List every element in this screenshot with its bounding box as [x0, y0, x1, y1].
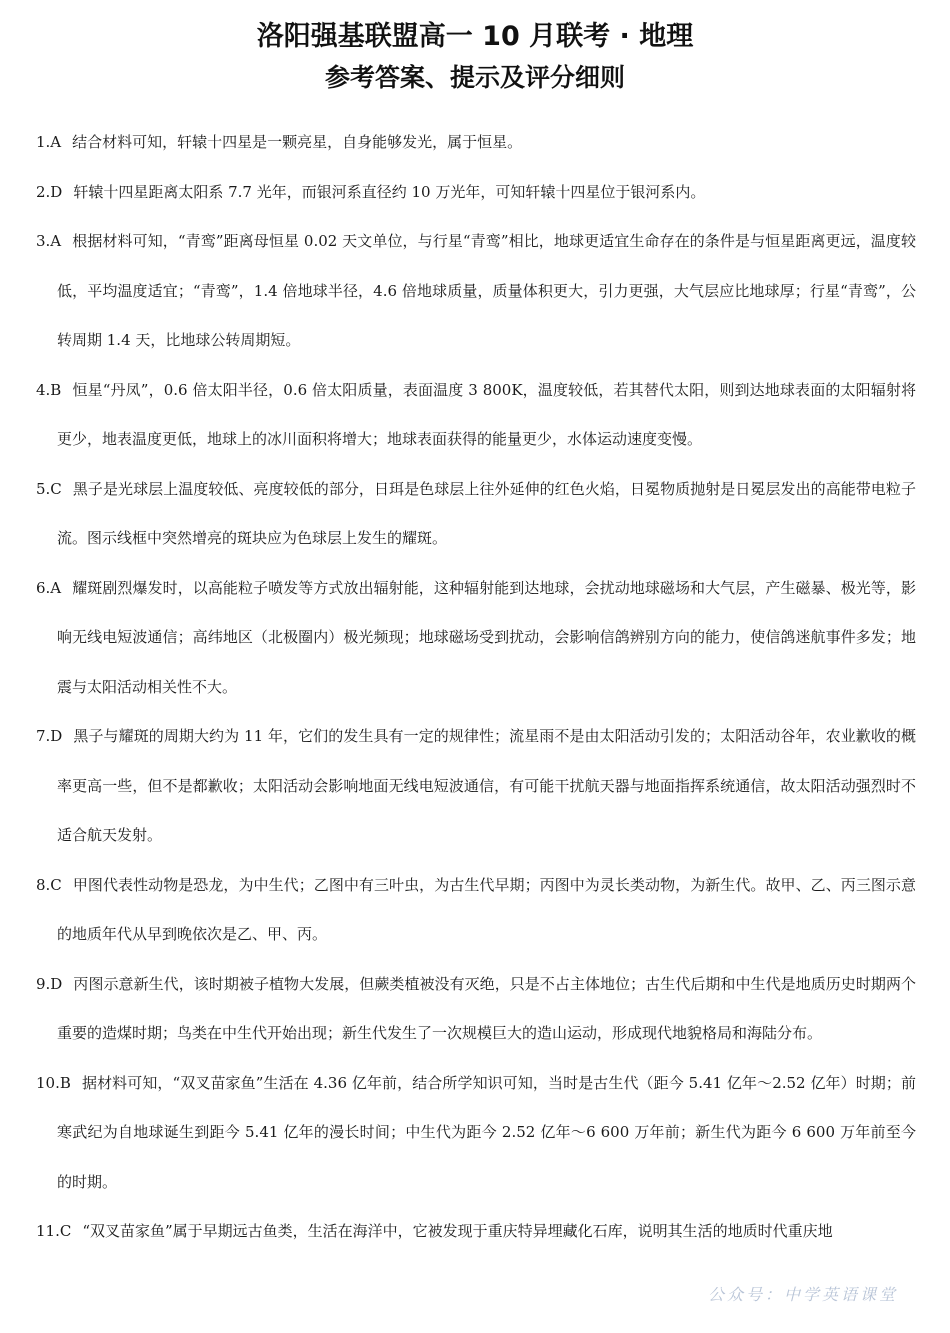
answer-item: [36, 1207, 916, 1257]
answer-number: 9.D: [36, 974, 63, 993]
answer-number: 4.B: [36, 380, 62, 399]
answer-text: 轩辕十四星距离太阳系 7.7 光年，而银河系直径约 10 万光年，可知轩辕十四星位于银河系内。: [73, 182, 706, 201]
answer-item: [36, 168, 916, 218]
answer-number: 8.C: [36, 875, 62, 894]
answer-number: 10.B: [36, 1073, 71, 1092]
answer-number: 11.C: [36, 1222, 72, 1240]
answer-item: [36, 465, 916, 564]
page-subtitle: 参考答案、提示及评分细则: [324, 63, 625, 92]
answer-item: [36, 960, 916, 1059]
answer-text: 据材料可知，“双叉苗家鱼”生活在 4.36 亿年前，结合所学知识可知，当时是古生代（距今 5.41 亿年～2.52 亿年）时期；前寒武纪为自地球诞生到距今 5.41 亿年的漫长时间；中生代为距今 2.52 亿年～6 600 万年前；新生代为距今 6 600 万年前至今的时期。: [57, 1073, 916, 1191]
page-title: 洛阳强基联盟高一 10 月联考 · 地理: [256, 21, 694, 52]
answer-text: 丙图示意新生代，该时期被子植物大发展，但蕨类植被没有灭绝，只是不占主体地位；古生代后期和中生代是地质历史时期两个重要的造煤时期；鸟类在中生代开始出现；新生代发生了一次规模巨大的造山运动，形成现代地貌格局和海陆分布。: [57, 974, 916, 1042]
answer-number: 3.A: [36, 232, 62, 250]
answer-number: 1.A: [36, 133, 62, 151]
answer-item: [36, 217, 916, 366]
answer-item: [36, 118, 916, 168]
watermark: 公众号：中学英语课堂: [707, 1285, 898, 1304]
answer-text: 恒星“丹凤”，0.6 倍太阳半径，0.6 倍太阳质量，表面温度 3 800K，温度较低，若其替代太阳，则到达地球表面的太阳辐射将更少，地表温度更低，地球上的冰川面积将增大；地球表面获得的能量更少，水体运动速度变慢。: [57, 380, 916, 448]
answer-number: 2.D: [36, 182, 63, 201]
answer-number: 7.D: [36, 727, 63, 745]
answer-text: 耀斑剧烈爆发时，以高能粒子喷发等方式放出辐射能，这种辐射能到达地球，会扰动地球磁场和大气层，产生磁暴、极光等，影响无线电短波通信；高纬地区（北极圈内）极光频现；地球磁场受到扰动，会影响信鸽辨别方向的能力，使信鸽迷航事件多发；地震与太阳活动相关性不大。: [57, 578, 916, 696]
answer-text: 根据材料可知，“青鸾”距离母恒星 0.02 天文单位，与行星“青鸾”相比，地球更适宜生命存在的条件是与恒星距离更远，温度较低，平均温度适宜；“青鸾”，1.4 倍地球半径，4.6 倍地球质量，质量体积更大，引力更强，大气层应比地球厚；行星“青鸾”，公转周期 1.4 天，比地球公转周期短。: [57, 232, 916, 349]
answer-item: [36, 564, 916, 713]
answer-text: 黑子与耀斑的周期大约为 11 年，它们的发生具有一定的规律性；流星雨不是由太阳活动引发的；太阳活动谷年，农业歉收的概率更高一些，但不是都歉收；太阳活动会影响地面无线电短波通信，有可能干扰航天器与地面指挥系统通信，故太阳活动强烈时不适合航天发射。: [57, 727, 916, 844]
answer-text: 甲图代表性动物是恐龙，为中生代；乙图中有三叶虫，为古生代早期；丙图中为灵长类动物，为新生代。故甲、乙、丙三图示意的地质年代从早到晚依次是乙、甲、丙。: [57, 875, 916, 943]
answer-item: [36, 712, 916, 861]
answer-item: [36, 1059, 916, 1208]
answer-item: [36, 366, 916, 465]
answer-number: 5.C: [36, 479, 62, 498]
answer-text: 黑子是光球层上温度较低、亮度较低的部分，日珥是色球层上往外延伸的红色火焰，日冕物质抛射是日冕层发出的高能带电粒子流。图示线框中突然增亮的斑块应为色球层上发生的耀斑。: [57, 479, 916, 547]
answer-number: 6.A: [36, 578, 62, 597]
answer-item: [36, 861, 916, 960]
answer-text: 结合材料可知，轩辕十四星是一颗亮星，自身能够发光，属于恒星。: [72, 133, 523, 151]
answer-list: [36, 118, 916, 1257]
answer-text: “双叉苗家鱼”属于早期远古鱼类，生活在海洋中，它被发现于重庆特异埋藏化石库，说明其生活的地质时代重庆地: [82, 1222, 833, 1240]
